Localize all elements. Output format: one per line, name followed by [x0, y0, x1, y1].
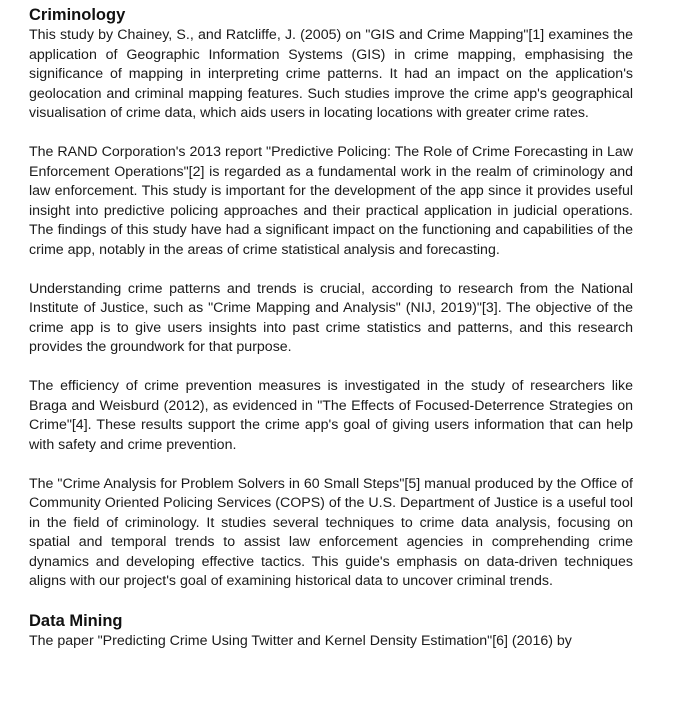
section-heading-data-mining: Data Mining — [29, 611, 123, 630]
paragraph-gis-crime-mapping: This study by Chainey, S., and Ratcliffe, J. (2005) on "GIS and Crime Mapping"[1] examines the application of Geographic Information Systems (GIS) in crime mapping, emphasising the significance of mapping in interpreting crime patterns. It had an impact on the application's geolocation and criminal mapping features. Such studies improve the crime app's geographical visualisation of crime data, which aids users in locating locations with greater crime rates. — [29, 27, 633, 121]
section-heading-criminology: Criminology — [29, 6, 126, 24]
paragraph-crime-analysis-manual: The "Crime Analysis for Problem Solvers in 60 Small Steps"[5] manual produced by the Office of Community Oriented Policing Services (COPS) of the U.S. Department of Justice is a useful tool in the field of criminology. It studies several techniques to crime data analysis, focusing on spatial and temporal trends to assist law enforcement agencies in comprehending crime dynamics and developing effective tactics. This guide's emphasis on data-driven techniques aligns with our project's goal of examining historical data to uncover criminal trends. — [29, 475, 633, 589]
paragraph-rand-predictive-policing: The RAND Corporation's 2013 report "Predictive Policing: The Role of Crime Forecasting in Law Enforcement Operations"[2] is regarded as a fundamental work in the realm of criminology and law enforcement. This study is important for the development of the app since it provides useful insight into predictive policing approaches and their practical application in judicial operations. The findings of this study have had a significant impact on the functioning and capabilities of the crime app, notably in the areas of crime statistical analysis and forecasting. — [29, 144, 633, 258]
paragraph-twitter-kde: The paper "Predicting Crime Using Twitter and Kernel Density Estimation"[6] (2016) by — [29, 632, 572, 649]
paragraph-nij-crime-mapping: Understanding crime patterns and trends is crucial, according to research from the National Institute of Justice, such as "Crime Mapping and Analysis" (NIJ, 2019)"[3]. The objective of the crime app is to give users insights into past crime statistics and patterns, and this research provides the groundwork for that purpose. — [29, 280, 633, 355]
paragraph-focused-deterrence: The efficiency of crime prevention measures is investigated in the study of researchers like Braga and Weisburd (2012), as evidenced in "The Effects of Focused-Deterrence Strategies on Crime"[4]. These results support the crime app's goal of giving users information that can help with safety and crime prevention. — [29, 378, 633, 453]
document-page — [29, 4, 633, 651]
